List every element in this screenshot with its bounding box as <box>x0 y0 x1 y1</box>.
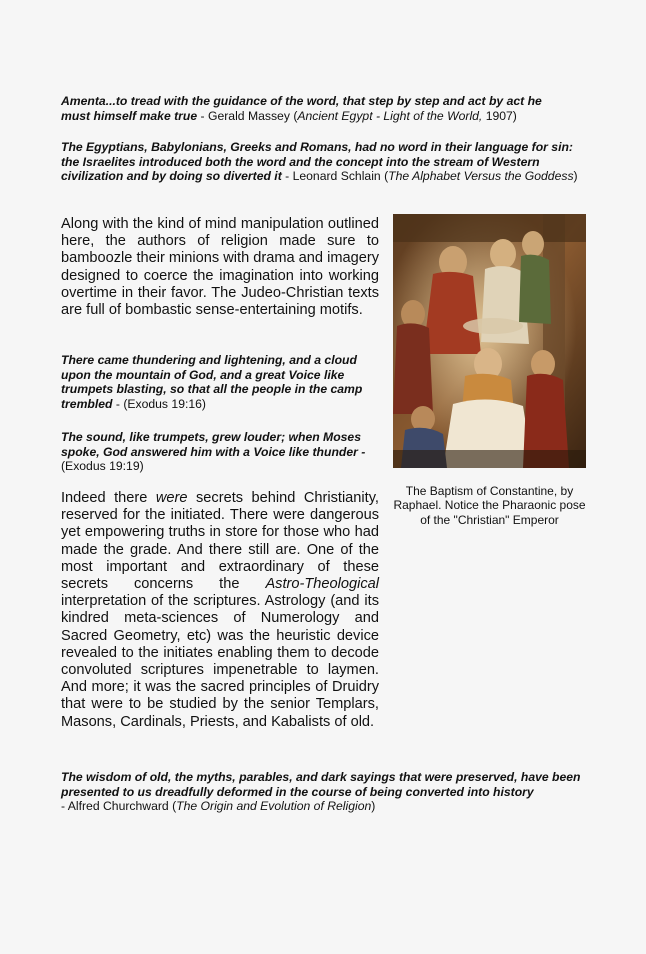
quote-text: There came thundering and lightening, and a cloud upon the mountain of God, and a great Voice like trumpets blasting, so that all the people in the camp trembled <box>61 353 363 411</box>
quote-text: The Egyptians, Babylonians, Greeks and Romans, had no word in their language for sin: the Israelites introduced both the word and the concept into the stream of Western civilization and by doing so diverted it <box>61 140 573 184</box>
epigraph-churchward <box>61 770 585 814</box>
para-emphasis-were: were <box>155 490 188 506</box>
body-paragraph-1: Along with the kind of mind manipulation outlined here, the authors of religion made sure to bamboozle their minions with drama and imagery designed to coerce the imagination into working overtime in their favor. The Judeo-Christian texts are full of bombastic sense-entertaining motifs. <box>61 216 379 319</box>
quote-attribution: - Gerald Massey ( <box>197 108 298 123</box>
quote-text: Amenta...to tread with the guidance of the word, that step by step and act by act he must himself make true <box>61 94 542 123</box>
quote-reference: - (Exodus 19:16) <box>112 396 206 411</box>
exodus-quote-2 <box>61 430 377 474</box>
para-text-a: Indeed there <box>61 490 156 506</box>
quote-text: The wisdom of old, the myths, parables, and dark sayings that were preserved, have been presented to us dreadfully deformed in the course of being converted into history <box>61 770 581 799</box>
baptism-of-constantine-painting <box>393 214 586 468</box>
para-emphasis-astro: Astro-Theological <box>265 576 379 593</box>
epigraph-schlain <box>61 140 585 184</box>
quote-reference: (Exodus 19:19) <box>61 459 144 474</box>
body-paragraph-2 <box>61 490 379 731</box>
quote-attribution-end: ) <box>371 799 376 814</box>
quote-attribution: - Alfred Churchward ( <box>61 799 177 814</box>
epigraph-massey <box>61 94 571 123</box>
quote-text: The sound, like trumpets, grew louder; when Moses spoke, God answered him with a Voice like thunder - <box>61 430 366 459</box>
exodus-quote-1 <box>61 353 377 411</box>
quote-source: The Alphabet Versus the Goddess <box>388 169 574 184</box>
quote-year: 1907) <box>482 108 517 123</box>
quote-source: The Origin and Evolution of Religion <box>176 799 372 814</box>
para-text-b: secrets behind Christianity, reserved for the initiated. There were dangerous yet empowering truths in store for those who had made the grade. And there still are. One of the most important and extraordinary of these secrets concerns the <box>61 490 379 593</box>
quote-source: Ancient Egypt - Light of the World, <box>297 108 483 123</box>
quote-attribution-end: ) <box>573 169 578 184</box>
painting-caption: The Baptism of Constantine, by Raphael. Notice the Pharaonic pose of the "Christian" Emperor <box>393 484 586 527</box>
quote-attribution: - Leonard Schlain ( <box>281 169 389 184</box>
para-text-c: interpretation of the scriptures. Astrology (and its kindred meta-sciences of Numerology and Sacred Geometry, etc) was the heuristic device revealed to the initiates enabling them to decode convoluted scriptures impenetrable to laymen. And more; it was the sacred principles of Druidry that were to be studied by the senior Templars, Masons, Cardinals, Priests, and Kabalists of old. <box>61 593 379 730</box>
